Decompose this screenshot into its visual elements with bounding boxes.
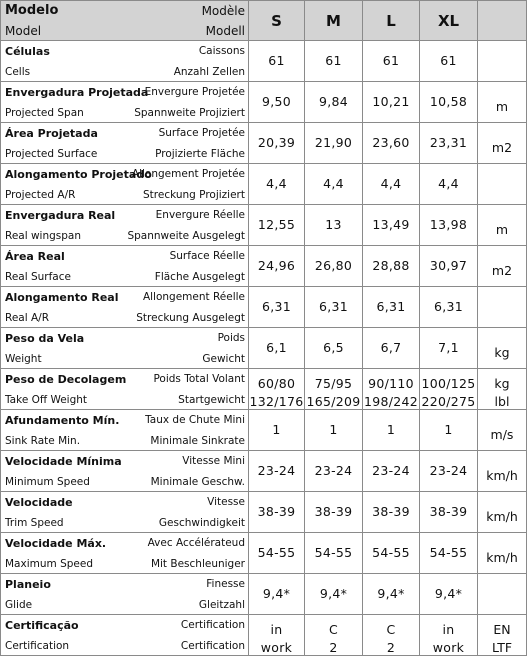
spec-value-cell [420,451,478,492]
label-de: Startgewicht [178,394,245,406]
spec-value: 6,31 [376,299,406,314]
spec-value-secondary: 165/209 [306,394,361,409]
spec-unit-cell [478,615,527,656]
spec-value: 75/95 [314,376,353,391]
spec-label-cell [1,205,249,246]
spec-value: 1 [444,422,453,437]
spec-value-cell [420,574,478,615]
spec-value-cell [249,451,305,492]
label-en: Projected Span [5,107,84,119]
spec-value-secondary: work [260,640,293,655]
spec-unit: m2 [491,263,513,278]
spec-unit-cell [478,451,527,492]
spec-value: 38-39 [257,504,296,519]
model-label-de: Modell [205,24,245,38]
spec-value-cell [249,492,305,533]
spec-label-cell [1,82,249,123]
spec-value-cell [249,287,305,328]
spec-value-cell [363,164,420,205]
spec-value: 13 [325,217,342,232]
label-pt: Certificação [5,619,79,632]
spec-row [1,123,527,164]
spec-row [1,41,527,82]
spec-unit-cell [478,328,527,369]
size-header-xl: XL [420,1,478,41]
spec-unit-cell [478,410,527,451]
spec-value-cell [249,410,305,451]
spec-value-cell [363,82,420,123]
label-pt: Peso da Vela [5,332,85,345]
spec-value: 24,96 [257,258,296,273]
label-de: Anzahl Zellen [173,66,245,78]
spec-value-cell [363,492,420,533]
spec-value-cell [420,328,478,369]
spec-value: 6,31 [261,299,292,314]
spec-value: 23,60 [372,135,410,150]
spec-label-cell [1,123,249,164]
spec-value-secondary: 2 [329,640,338,655]
spec-label-cell [1,451,249,492]
spec-label-cell [1,410,249,451]
spec-row [1,164,527,205]
label-pt: Células [5,45,50,58]
spec-value: 23-24 [257,463,296,478]
spec-value: 6,7 [380,340,402,355]
label-en: Projected A/R [5,189,76,201]
spec-value: 61 [440,53,457,68]
spec-value-cell [420,205,478,246]
label-de: Streckung Ausgelegt [136,312,245,324]
spec-value-cell [420,369,478,410]
label-fr: Vitesse [207,496,245,508]
spec-value-cell [363,41,420,82]
label-fr: Allongement Réelle [142,291,245,303]
label-pt: Afundamento Mín. [5,414,120,427]
label-en: Glide [5,599,33,611]
spec-row [1,451,527,492]
spec-row [1,369,527,410]
spec-value-cell [420,164,478,205]
label-pt: Área Projetada [5,127,98,140]
spec-value-cell [249,615,305,656]
spec-label-cell [1,287,249,328]
spec-value-cell [363,615,420,656]
spec-row [1,205,527,246]
spec-value-secondary: work [432,640,465,655]
spec-value-cell [305,82,363,123]
spec-value-secondary: 132/176 [249,394,304,409]
spec-unit: km/h [486,509,518,524]
spec-value-cell [363,369,420,410]
spec-value-cell [420,246,478,287]
spec-unit-cell [478,287,527,328]
label-en: Real wingspan [5,230,82,242]
spec-value: 4,4 [266,176,287,191]
label-en: Weight [5,353,42,365]
header-row [1,1,527,41]
spec-unit-cell [478,164,527,205]
label-en: Minimum Speed [5,476,90,488]
spec-value: 9,84 [318,94,349,109]
label-en: Projected Surface [5,148,98,160]
spec-value-cell [249,533,305,574]
spec-row [1,328,527,369]
label-de: Spannweite Ausgelegt [127,230,245,242]
spec-value-cell [305,410,363,451]
label-en: Sink Rate Min. [5,435,81,447]
spec-unit-cell [478,574,527,615]
spec-value-cell [305,574,363,615]
label-de: Projizierte Fläche [155,148,245,160]
label-fr: Certification [180,619,245,631]
spec-row [1,492,527,533]
spec-value: 20,39 [257,135,296,150]
label-pt: Peso de Decolagem [5,373,127,386]
label-fr: Envergure Réelle [155,209,245,221]
spec-unit: m2 [491,140,513,155]
label-pt: Velocidade Mínima [5,455,122,468]
spec-value-cell [249,369,305,410]
label-de: Streckung Projiziert [143,189,245,201]
spec-value: 6,1 [266,340,287,355]
label-fr: Finesse [206,578,245,590]
model-header-cell [1,1,249,41]
spec-label-cell [1,164,249,205]
spec-value: 12,55 [257,217,296,232]
spec-row [1,574,527,615]
unit-header-cell [478,1,527,41]
label-pt: Alongamento Real [5,291,119,304]
spec-value-cell [420,615,478,656]
label-en: Real Surface [5,271,71,283]
spec-unit-cell [478,82,527,123]
spec-value: 23-24 [372,463,410,478]
spec-value-cell [363,410,420,451]
label-de: Gewicht [202,353,245,365]
spec-row [1,246,527,287]
label-fr: Envergure Projetée [144,86,245,98]
spec-value-cell [305,451,363,492]
spec-label-cell [1,574,249,615]
spec-value: 7,1 [438,340,459,355]
spec-value-secondary: 2 [386,640,396,655]
label-de: Geschwindigkeit [158,517,245,529]
spec-value: 9,4* [434,586,463,601]
spec-value-cell [305,533,363,574]
label-pt: Velocidade Máx. [5,537,107,550]
spec-value-cell [305,287,363,328]
spec-value: 54-55 [257,545,296,560]
size-header-l: L [363,1,420,41]
spec-value: 6,5 [323,340,344,355]
spec-value-cell [305,41,363,82]
spec-unit-cell [478,533,527,574]
spec-value: 9,4* [319,586,348,601]
spec-value-secondary: 220/275 [421,394,476,409]
spec-value: 10,58 [429,94,468,109]
label-en: Cells [5,66,31,78]
spec-value: 61 [325,53,342,68]
spec-value-cell [363,123,420,164]
spec-value: 1 [272,422,281,437]
spec-value-cell [420,82,478,123]
spec-value-cell [363,574,420,615]
label-en: Maximum Speed [5,558,93,570]
spec-value: 60/80 [257,376,296,391]
spec-value: 6,31 [433,299,464,314]
spec-value: 4,4 [323,176,344,191]
spec-label-cell [1,615,249,656]
spec-value: 1 [386,422,396,437]
label-de: Mit Beschleuniger [150,558,245,570]
label-fr: Avec Accélérateud [147,537,245,549]
spec-value-cell [249,123,305,164]
spec-value: 9,50 [261,94,292,109]
spec-unit: kg [494,376,510,391]
spec-unit: kg [494,345,510,360]
spec-value: 38-39 [314,504,353,519]
label-fr: Allongement Projetée [131,168,245,180]
spec-unit-cell [478,41,527,82]
spec-value-cell [305,246,363,287]
label-en: Real A/R [5,312,49,324]
spec-value-cell [305,328,363,369]
spec-value: 38-39 [429,504,468,519]
label-de: Certification [180,640,245,652]
spec-value-cell [363,246,420,287]
spec-unit-secondary: lbl [494,394,510,409]
spec-row [1,533,527,574]
label-pt: Velocidade [5,496,73,509]
spec-row [1,410,527,451]
spec-unit: m [495,99,509,114]
label-fr: Surface Projetée [158,127,245,139]
label-de: Fläche Ausgelegt [154,271,245,283]
spec-value: 6,31 [318,299,349,314]
label-pt: Envergadura Projetada [5,86,149,99]
label-de: Gleitzahl [198,599,245,611]
spec-value: 23,31 [429,135,468,150]
spec-unit-cell [478,492,527,533]
spec-unit-secondary: LTF [491,640,513,655]
spec-value: 1 [329,422,338,437]
spec-value-cell [305,123,363,164]
spec-value: 26,80 [314,258,353,273]
label-de: Minimale Sinkrate [150,435,245,447]
model-label-en: Model [5,24,42,38]
label-pt: Planeio [5,578,51,591]
spec-value-cell [363,205,420,246]
spec-value-cell [420,533,478,574]
label-pt: Área Real [5,250,65,263]
spec-value: 100/125 [421,376,476,391]
label-fr: Poids Total Volant [153,373,245,385]
spec-value: 23-24 [314,463,353,478]
spec-value: 90/110 [368,376,414,391]
spec-unit: m/s [490,427,514,442]
spec-value: in [270,622,283,637]
spec-value-cell [305,492,363,533]
spec-unit: km/h [486,468,518,483]
spec-value: 61 [268,53,285,68]
spec-unit-cell [478,246,527,287]
spec-value-cell [363,533,420,574]
label-en: Trim Speed [5,517,64,529]
spec-row [1,615,527,656]
spec-unit-cell [478,123,527,164]
model-label-pt: Modelo [5,3,59,18]
label-fr: Poids [217,332,245,344]
spec-value-cell [249,574,305,615]
spec-value-cell [420,123,478,164]
spec-label-cell [1,533,249,574]
spec-label-cell [1,41,249,82]
spec-row [1,82,527,123]
model-label-fr: Modèle [201,4,245,18]
spec-value: 54-55 [314,545,353,560]
spec-label-cell [1,369,249,410]
spec-value: 21,90 [314,135,353,150]
spec-value-cell [249,328,305,369]
label-fr: Vitesse Mini [182,455,245,467]
label-pt: Alongamento Projetado [5,168,152,181]
spec-unit-cell [478,369,527,410]
spec-value: 13,49 [372,217,410,232]
spec-value-cell [420,410,478,451]
spec-value: 61 [382,53,400,68]
spec-value: 4,4 [438,176,459,191]
spec-value-cell [305,164,363,205]
label-en: Take Off Weight [5,394,88,406]
spec-unit: km/h [486,550,518,565]
spec-value-cell [249,205,305,246]
spec-label-cell [1,492,249,533]
spec-value: 4,4 [380,176,402,191]
spec-value: 54-55 [372,545,410,560]
spec-value-cell [249,41,305,82]
spec-value-cell [305,205,363,246]
label-de: Minimale Geschw. [150,476,245,488]
spec-value: C [328,622,339,637]
size-header-s: S [249,1,305,41]
spec-label-cell [1,246,249,287]
spec-value: 9,4* [262,586,291,601]
spec-value-cell [305,615,363,656]
spec-value-cell [420,41,478,82]
label-fr: Surface Réelle [169,250,245,262]
spec-value: C [386,622,396,637]
spec-value: 54-55 [429,545,468,560]
spec-value-cell [249,82,305,123]
spec-value-secondary: 198/242 [363,394,419,409]
spec-value: 9,4* [377,586,405,601]
spec-value: 10,21 [372,94,410,109]
spec-value-cell [363,328,420,369]
size-header-m: M [305,1,363,41]
spec-value-cell [363,451,420,492]
label-fr: Taux de Chute Mini [145,414,245,426]
spec-value: 30,97 [429,258,468,273]
label-en: Certification [5,640,70,652]
label-fr: Caissons [198,45,245,57]
spec-label-cell [1,328,249,369]
spec-value-cell [363,287,420,328]
spec-value: 28,88 [372,258,410,273]
spec-value-cell [249,246,305,287]
label-pt: Envergadura Real [5,209,116,222]
spec-value: 13,98 [429,217,468,232]
spec-value: in [442,622,455,637]
spec-value-cell [420,287,478,328]
spec-unit: m [495,222,509,237]
label-de: Spannweite Projiziert [134,107,245,119]
spec-row [1,287,527,328]
spec-value-cell [249,164,305,205]
spec-unit-cell [478,205,527,246]
spec-value-cell [305,369,363,410]
spec-value: 38-39 [372,504,410,519]
spec-value: 23-24 [429,463,468,478]
spec-value-cell [420,492,478,533]
spec-unit: EN [493,622,511,637]
